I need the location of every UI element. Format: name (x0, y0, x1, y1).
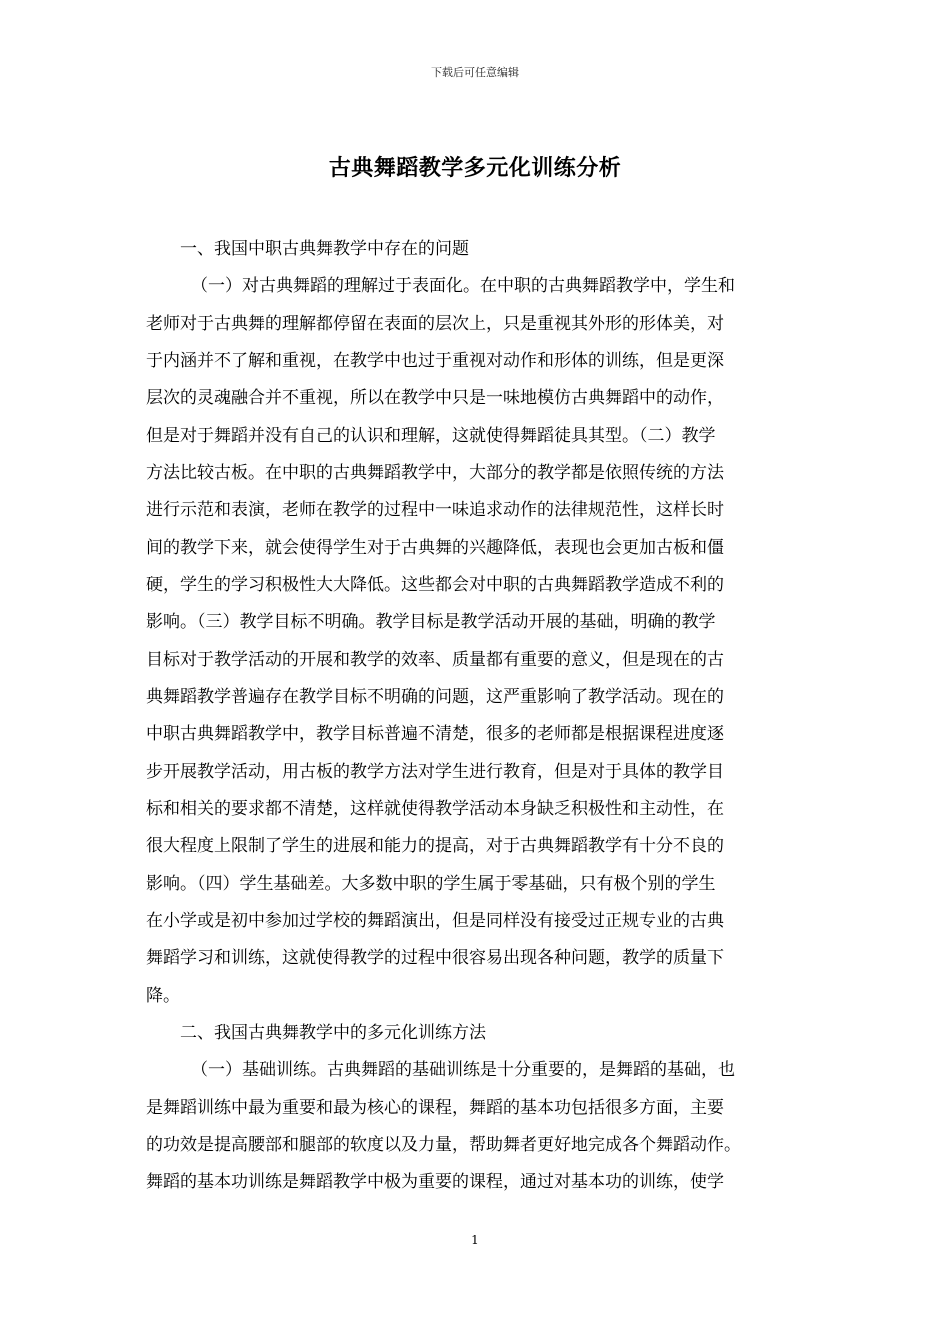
page-header: 下载后可任意编辑 (431, 66, 519, 79)
paragraph-line: （一）基础训练。古典舞蹈的基础训练是十分重要的，是舞蹈的基础，也 (191, 1060, 735, 1081)
paragraph-line: 是舞蹈训练中最为重要和最为核心的课程，舞蹈的基本功包括很多方面，主要 (146, 1097, 724, 1118)
paragraph-line: 于内涵并不了解和重视，在教学中也过于重视对动作和形体的训练，但是更深 (146, 350, 724, 371)
paragraph-line: 影响。（四）学生基础差。大多数中职的学生属于零基础，只有极个别的学生 (146, 873, 716, 894)
paragraph-line: 在小学或是初中参加过学校的舞蹈演出，但是同样没有接受过正规专业的古典 (146, 910, 724, 931)
paragraph-line: 硬，学生的学习积极性大大降低。这些都会对中职的古典舞蹈教学造成不利的 (146, 574, 724, 595)
paragraph-line: 间的教学下来，就会使得学生对于古典舞的兴趣降低，表现也会更加古板和僵 (146, 537, 724, 558)
paragraph-line: 的功效是提高腰部和腿部的软度以及力量，帮助舞者更好地完成各个舞蹈动作。 (146, 1134, 741, 1155)
document-title: 古典舞蹈教学多元化训练分析 (328, 155, 622, 181)
paragraph-line: 进行示范和表演，老师在教学的过程中一味追求动作的法律规范性，这样长时 (146, 500, 724, 521)
paragraph-line: 很大程度上限制了学生的进展和能力的提高，对于古典舞蹈教学有十分不良的 (146, 836, 724, 857)
paragraph-line: 影响。（三）教学目标不明确。教学目标是教学活动开展的基础，明确的教学 (146, 612, 716, 633)
paragraph-line: 舞蹈学习和训练，这就使得教学的过程中很容易出现各种问题，教学的质量下 (146, 948, 724, 969)
section-heading-1: 一、我国中职古典舞教学中存在的问题 (180, 239, 469, 259)
paragraph-line: 方法比较古板。在中职的古典舞蹈教学中，大部分的教学都是依照传统的方法 (146, 462, 724, 483)
paragraph-line: 舞蹈的基本功训练是舞蹈教学中极为重要的课程，通过对基本功的训练，使学 (146, 1172, 724, 1193)
paragraph-line: 层次的灵魂融合并不重视，所以在教学中只是一味地模仿古典舞蹈中的动作， (146, 388, 724, 409)
paragraph-line: 目标对于教学活动的开展和教学的效率、质量都有重要的意义，但是现在的古 (146, 649, 724, 670)
document-body (146, 231, 810, 1202)
page-number: 1 (471, 1233, 479, 1247)
paragraph-line: 中职古典舞蹈教学中，教学目标普遍不清楚，很多的老师都是根据课程进度逐 (146, 724, 724, 745)
paragraph-line: 老师对于古典舞的理解都停留在表面的层次上，只是重视其外形的形体美，对 (146, 313, 724, 334)
paragraph-line: 降。 (146, 985, 180, 1006)
paragraph-line: 但是对于舞蹈并没有自己的认识和理解，这就使得舞蹈徒具其型。（二）教学 (146, 425, 716, 446)
paragraph-line: 标和相关的要求都不清楚，这样就使得教学活动本身缺乏积极性和主动性，在 (146, 798, 724, 819)
paragraph-line: 步开展教学活动，用古板的教学方法对学生进行教育，但是对于具体的教学目 (146, 761, 724, 782)
paragraph-line: （一）对古典舞蹈的理解过于表面化。在中职的古典舞蹈教学中，学生和 (191, 276, 735, 297)
paragraph-line: 典舞蹈教学普遍存在教学目标不明确的问题，这严重影响了教学活动。现在的 (146, 686, 724, 707)
section-heading-2: 二、我国古典舞教学中的多元化训练方法 (180, 1022, 486, 1043)
